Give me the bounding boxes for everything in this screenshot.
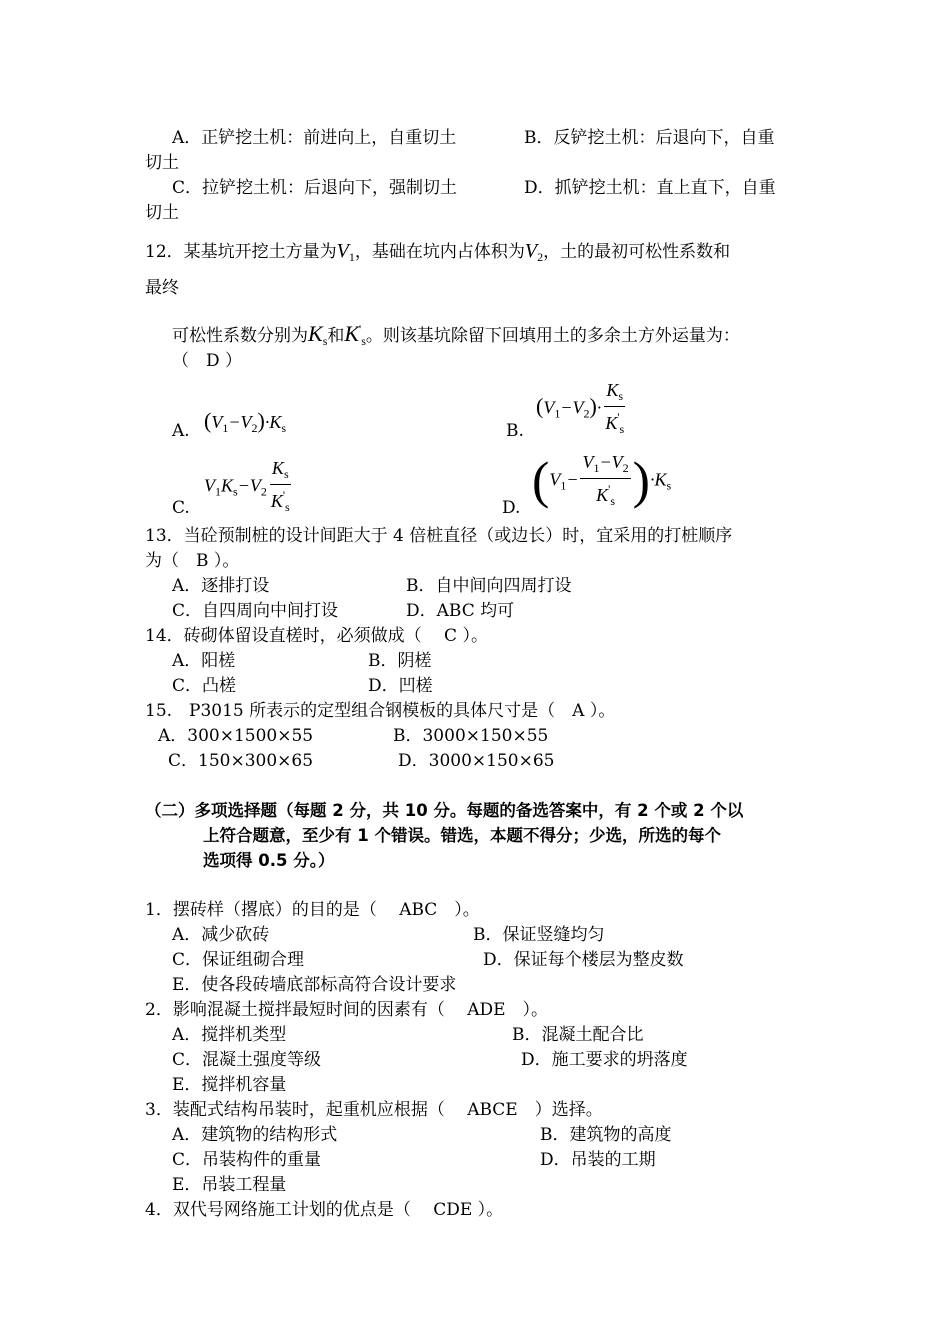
m4-stem: 4．双代号网络施工计划的优点是（ CDE ）。: [145, 1200, 504, 1220]
q12-option-a-formula: $(V_1-V_2)\cdot K_s$: [204, 408, 286, 435]
q12-option-b-formula: $(V_1-V_2)\cdot$ $\frac{K_s}{K'_s}$: [536, 380, 625, 436]
m1-option-d: D．保证每个楼层为整皮数: [483, 950, 684, 970]
q12-option-d-formula: ($V_1-$ $\frac{V_1-V_2}{K'_s}$ )$\cdot K_s$: [532, 452, 672, 510]
q12-line2-part2: 和: [327, 326, 345, 346]
section2-heading-line3: 选项得 0.5 分。）: [203, 851, 335, 870]
q12-line2: [172, 318, 740, 352]
q12-stem-wrap: 最终: [145, 278, 179, 298]
q11-option-b-wrap: 切土: [145, 153, 179, 173]
m3-option-d: D．吊装的工期: [540, 1150, 656, 1170]
q12-option-c-formula: $V_1K_s-V_2$ $\frac{K_s}{K'_s}$: [204, 458, 290, 514]
q15-option-b: B．3000×150×55: [393, 726, 549, 746]
q14-option-b: B．阴槎: [368, 651, 432, 671]
q14-option-d: D．凹槎: [368, 676, 433, 696]
m3-option-b: B．建筑物的高度: [540, 1125, 672, 1145]
m2-option-d: D．施工要求的坍落度: [521, 1050, 688, 1070]
q11-option-a: A．正铲挖土机：前进向上，自重切土: [172, 128, 457, 148]
q15-stem: 15. P3015 所表示的定型组合钢模板的具体尺寸是（ A ）。: [145, 701, 616, 721]
section2-heading-line1: （二）多项选择题（每题 2 分，共 10 分。每题的备选答案中，有 2 个或 2 个以: [145, 801, 744, 820]
m2-option-c: C．混凝土强度等级: [172, 1050, 322, 1070]
q11-option-d: D．抓铲挖土机：直上直下，自重: [524, 178, 776, 198]
q14-stem: 14．砖砌体留设直槎时，必须做成（ C ）。: [145, 626, 488, 646]
m2-stem: 2．影响混凝土搅拌最短时间的因素有（ ADE ）。: [145, 1000, 549, 1020]
m1-option-a: A．减少砍砖: [172, 925, 270, 945]
m1-option-b: B．保证竖缝均匀: [473, 925, 605, 945]
q11-option-c: C．拉铲挖土机：后退向下，强制切土: [172, 178, 458, 198]
m2-option-b: B．混凝土配合比: [512, 1025, 644, 1045]
q13-option-a: A．逐排打设: [172, 576, 270, 596]
q12-option-b-label: B.: [506, 421, 524, 441]
q12-stem-part2: ，基础在坑内占体积为: [354, 242, 525, 262]
formula-ks-prime: $K'_s$: [344, 321, 366, 348]
q13-option-c: C．自四周向中间打设: [172, 601, 339, 621]
q15-option-d: D．3000×150×65: [398, 751, 555, 771]
m1-option-c: C．保证组砌合理: [172, 950, 305, 970]
m1-stem: 1．摆砖样（撂底）的目的是（ ABC ）。: [145, 900, 480, 920]
q12-stem-part3: ，土的最初可松性系数和: [543, 242, 731, 262]
m1-option-e: E．使各段砖墙底部标高符合设计要求: [172, 975, 457, 995]
m3-option-a: A．建筑物的结构形式: [172, 1125, 338, 1145]
q13-stem: 13．当砼预制桩的设计间距大于 4 倍桩直径（或边长）时，宜采用的打桩顺序: [145, 526, 733, 546]
q12-stem: [145, 240, 730, 268]
formula-ks: $K_s$: [308, 321, 328, 348]
q12-line2-part3: 。则该基坑除留下回填用土的多余土方外运量为：: [365, 326, 740, 346]
q11-option-d-wrap: 切土: [145, 203, 179, 223]
q12-option-c-label: C.: [172, 498, 190, 518]
q13-option-b: B．自中间向四周打设: [406, 576, 572, 596]
q12-option-a-label: A.: [172, 421, 190, 441]
q11-option-b: B．反铲挖土机：后退向下，自重: [524, 128, 775, 148]
formula-v1: $V_1$: [336, 240, 355, 264]
q13-stem-wrap: 为（ B ）。: [145, 551, 240, 571]
m3-option-e: E．吊装工程量: [172, 1175, 287, 1195]
q14-option-a: A．阳槎: [172, 651, 236, 671]
q12-option-d-label: D.: [502, 498, 521, 518]
q12-stem-part1: 12．某基坑开挖土方量为: [145, 242, 337, 262]
m3-option-c: C．吊装构件的重量: [172, 1150, 322, 1170]
section2-heading-line2: 上符合题意，至少有 1 个错误。错选，本题不得分；少选，所选的每个: [203, 826, 721, 845]
q12-line2-part1: 可松性系数分别为: [172, 326, 308, 346]
m3-stem: 3．装配式结构吊装时，起重机应根据（ ABCE ）选择。: [145, 1100, 603, 1120]
m2-option-e: E．搅拌机容量: [172, 1075, 287, 1095]
m2-option-a: A．搅拌机类型: [172, 1025, 287, 1045]
formula-v2: $V_2$: [524, 240, 544, 264]
q12-answer: （ D ）: [172, 351, 243, 371]
q13-option-d: D．ABC 均可: [406, 601, 515, 621]
q14-option-c: C．凸槎: [172, 676, 237, 696]
q15-option-a: A．300×1500×55: [158, 726, 314, 746]
q15-option-c: C．150×300×65: [168, 751, 314, 771]
